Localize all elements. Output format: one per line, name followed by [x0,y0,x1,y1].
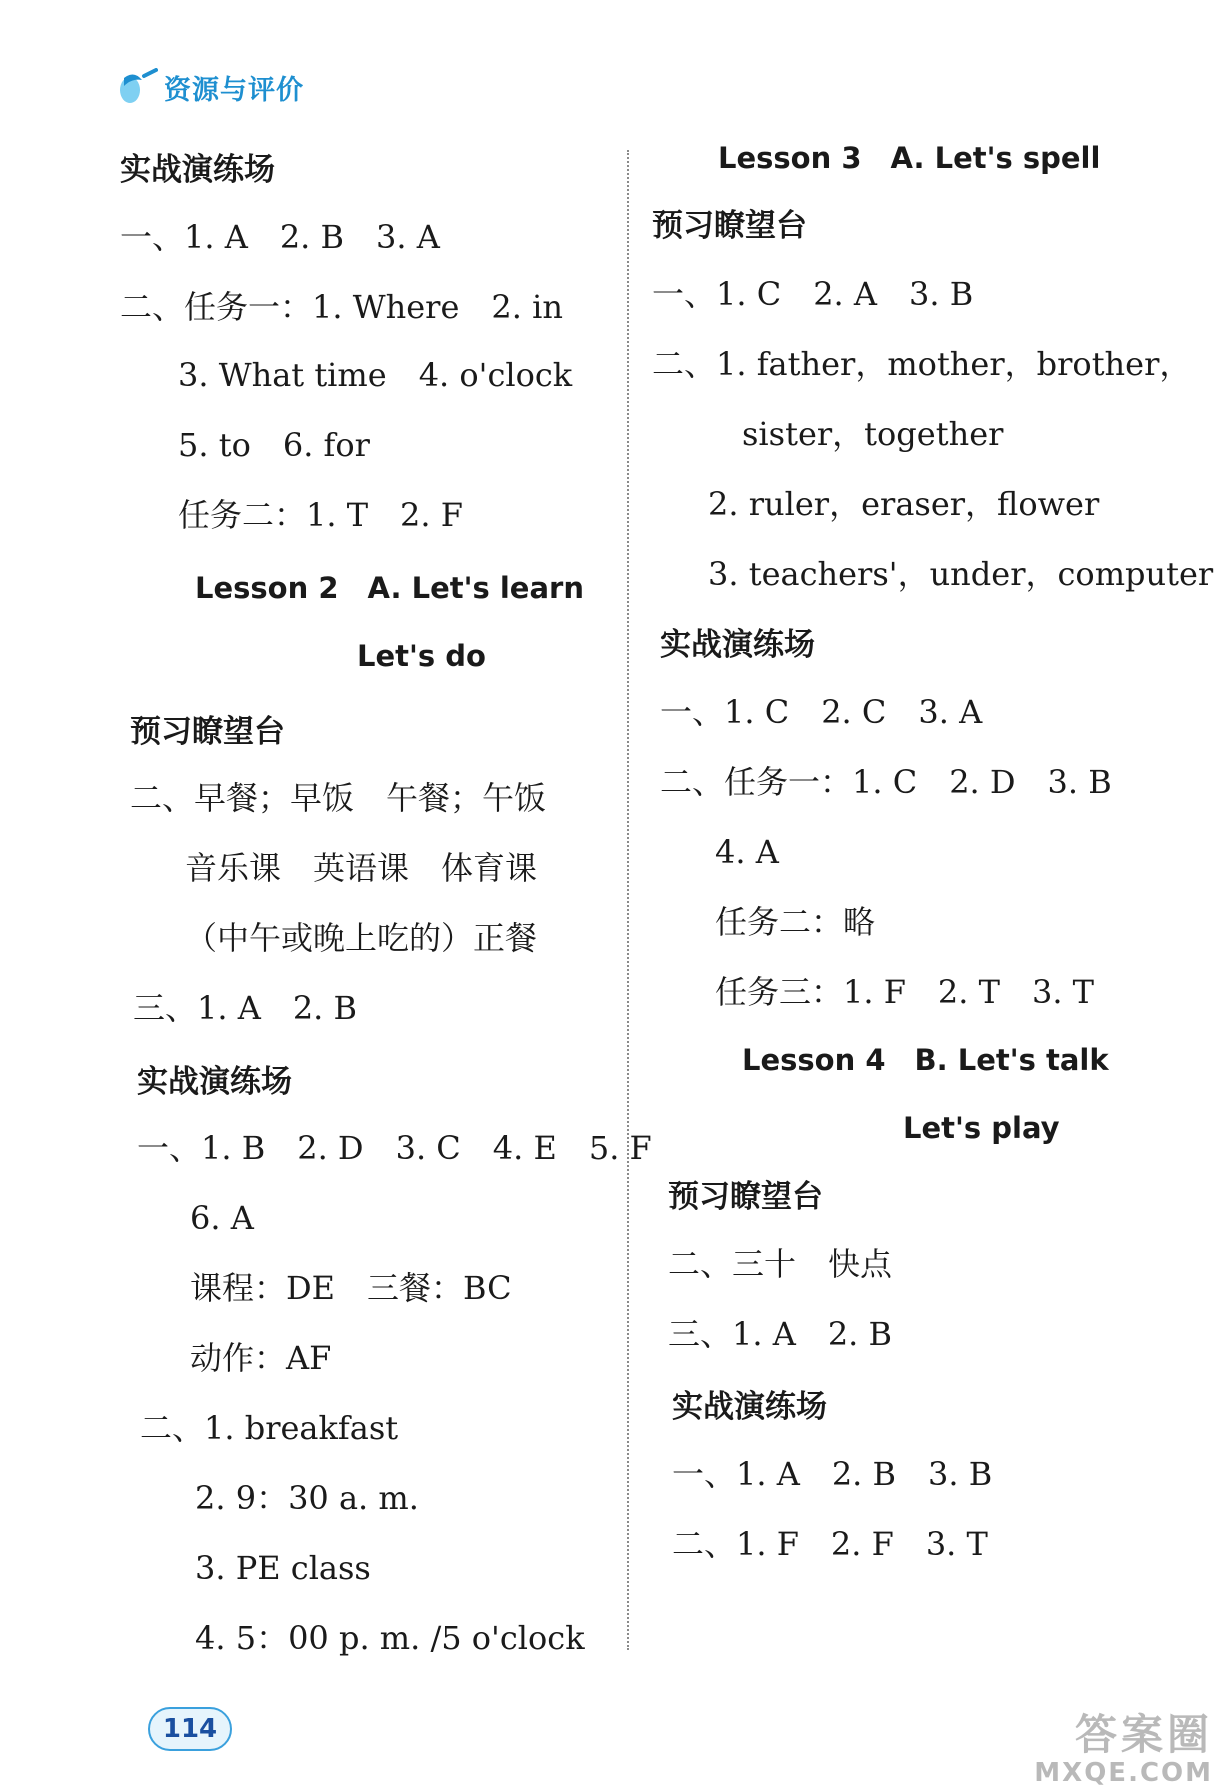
page-header [118,66,304,108]
section-heading: 实战演练场 [120,152,275,188]
lesson-subtitle: Let's do [357,639,486,673]
answer-line: 3. teachers'，under，computer [708,555,1214,593]
answer-line: 二、1. F 2. F 3. T [672,1525,988,1563]
answer-line: 任务三：1. F 2. T 3. T [715,973,1095,1011]
page-number: 114 [148,1707,232,1751]
answer-line: 一、1. C 2. C 3. A [660,693,983,731]
answer-line: 一、1. C 2. A 3. B [652,275,974,313]
watermark-site: MXQE.COM [1034,1758,1213,1788]
answer-line: 2. 9：30 a. m. [195,1479,419,1517]
section-heading: 预习瞭望台 [130,714,285,750]
answer-line: 二、任务一：1. C 2. D 3. B [660,763,1112,801]
answer-line: 4. 5：00 p. m. /5 o'clock [195,1619,585,1657]
header-title: 资源与评价 [164,74,304,106]
answer-line: 音乐课 英语课 体育课 [185,849,538,887]
answer-line: 二、三十 快点 [668,1245,893,1283]
brand-logo-icon [118,68,158,106]
answer-line: 一、1. A 2. B 3. B [672,1455,993,1493]
answer-line: 5. to 6. for [178,426,370,464]
section-heading: 实战演练场 [137,1064,292,1100]
answer-line: 任务二：1. T 2. F [178,496,463,534]
lesson-title: Lesson 4 B. Let's talk [742,1043,1109,1077]
answer-line: 任务二：略 [715,903,876,941]
section-heading: 实战演练场 [672,1389,827,1425]
answer-line: 动作：AF [190,1339,332,1377]
section-heading: 预习瞭望台 [668,1179,823,1215]
answer-line: 二、1. father，mother，brother， [652,345,1192,383]
watermark [1034,1712,1213,1788]
answer-line: 一、1. A 2. B 3. A [120,218,440,256]
answer-line: 一、1. B 2. D 3. C 4. E 5. F [137,1129,652,1167]
answer-line: 二、1. breakfast [140,1409,399,1447]
watermark-text: 答案圈 [1074,1710,1213,1759]
column-divider [627,150,629,1650]
answer-line: 二、任务一：1. Where 2. in [120,288,563,326]
answer-line: 3. PE class [195,1549,371,1587]
answer-line: （中午或晚上吃的）正餐 [185,919,538,957]
lesson-subtitle: Let's play [903,1111,1060,1145]
lesson-title: Lesson 2 A. Let's learn [195,571,584,605]
answer-line: sister，together [742,415,1004,453]
section-heading: 预习瞭望台 [652,208,807,244]
answer-line: 三、1. A 2. B [668,1315,893,1353]
lesson-title: Lesson 3 A. Let's spell [718,141,1101,175]
answer-line: 6. A [190,1199,254,1237]
answer-line: 3. What time 4. o'clock [178,356,573,394]
answer-line: 课程：DE 三餐：BC [190,1269,512,1307]
answer-line: 三、1. A 2. B [133,989,358,1027]
answer-line: 二、早餐；早饭 午餐；午饭 [130,779,547,817]
answer-line: 2. ruler，eraser，flower [708,485,1100,523]
answer-line: 4. A [715,833,779,871]
section-heading: 实战演练场 [660,627,815,663]
